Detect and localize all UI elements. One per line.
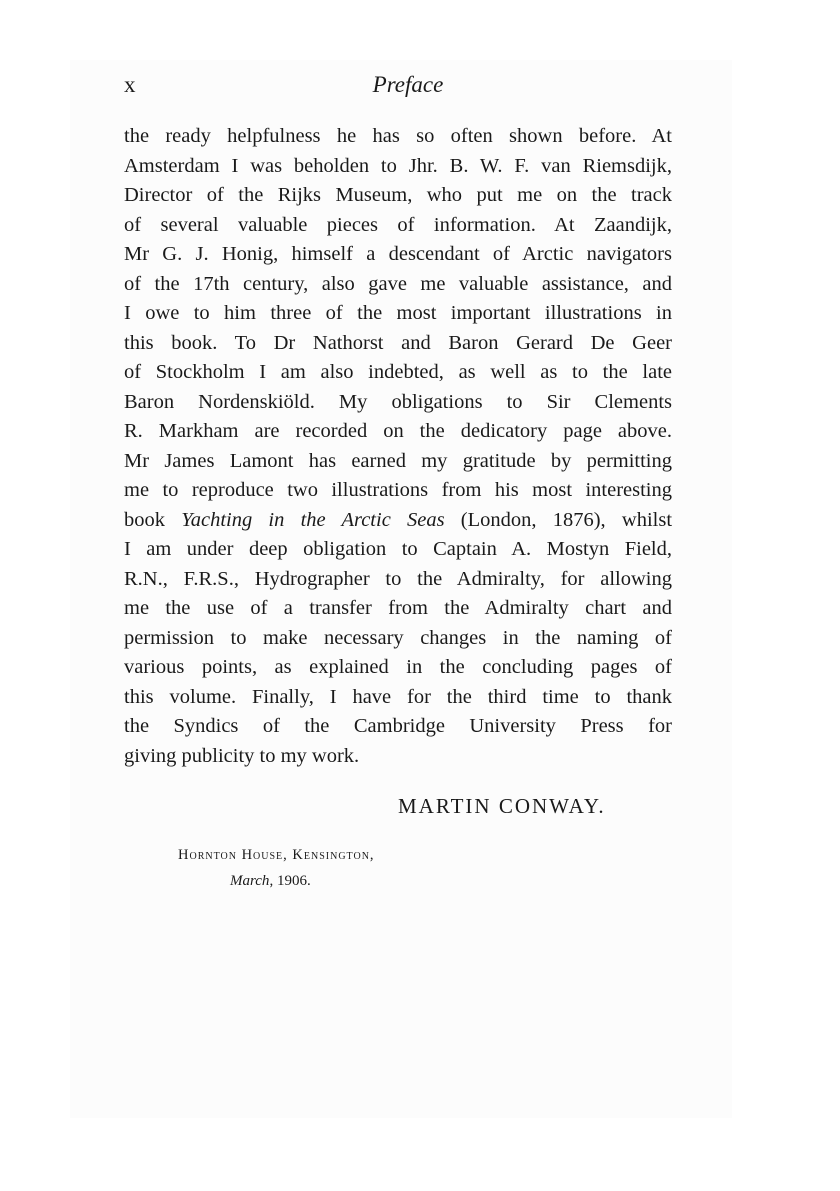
text-line: the Syndics of the Cambridge University Press for	[124, 715, 672, 737]
author-signature: MARTIN CONWAY.	[398, 794, 606, 818]
text-line: this book. To Dr Nathorst and Baron Gerard De Geer	[124, 331, 672, 354]
page-number: x	[124, 72, 137, 97]
text-line: R.N., F.R.S., Hydrographer to the Admiralty, for allowing	[124, 567, 672, 590]
date-month: March	[230, 873, 270, 889]
address-line: Hornton House, Kensington,	[178, 847, 375, 863]
text-line: Mr James Lamont has earned my gratitude by permitting	[124, 449, 672, 472]
page-header	[124, 72, 672, 108]
text-line: I owe to him three of the most important illustrations in	[124, 302, 672, 324]
text-line-book-title	[124, 506, 672, 536]
text-line: Baron Nordenskiöld. My obligations to Sir Clements	[124, 390, 672, 413]
text-line: the ready helpfulness he has so often shown before. At	[124, 125, 672, 147]
text-line: permission to make necessary changes in the naming of	[124, 626, 672, 649]
text-line: me to reproduce two illustrations from his most interesting	[124, 479, 672, 501]
text-line: various points, as explained in the concluding pages of	[124, 656, 672, 678]
text-line: this volume. Finally, I have for the third time to thank	[124, 685, 672, 708]
text-line-last: giving publicity to my work.	[124, 744, 360, 767]
running-title: Preface	[372, 72, 444, 97]
text-line: of several valuable pieces of information. At Zaandijk,	[124, 213, 672, 236]
text-line: I am under deep obligation to Captain A. Mostyn Field,	[124, 538, 672, 560]
text-line: of the 17th century, also gave me valuable assistance, and	[124, 272, 672, 295]
preface-paragraph	[124, 122, 672, 771]
text-line: of Stockholm I am also indebted, as well as to the late	[124, 361, 672, 383]
text-line: R. Markham are recorded on the dedicatory page above.	[124, 420, 672, 442]
date-year: , 1906.	[269, 873, 311, 889]
text-before-title: book	[124, 508, 182, 531]
text-line: me the use of a transfer from the Admiralty chart and	[124, 597, 672, 619]
text-line: Director of the Rijks Museum, who put me on the track	[124, 184, 672, 206]
date-line	[230, 873, 311, 890]
book-title: Yachting in the Arctic Seas	[181, 508, 445, 531]
text-line: Mr G. J. Honig, himself a descendant of Arctic navigators	[124, 243, 672, 265]
text-after-title: (London, 1876), whilst	[444, 508, 673, 531]
text-line: Amsterdam I was beholden to Jhr. B. W. F. van Riemsdijk,	[124, 154, 672, 177]
